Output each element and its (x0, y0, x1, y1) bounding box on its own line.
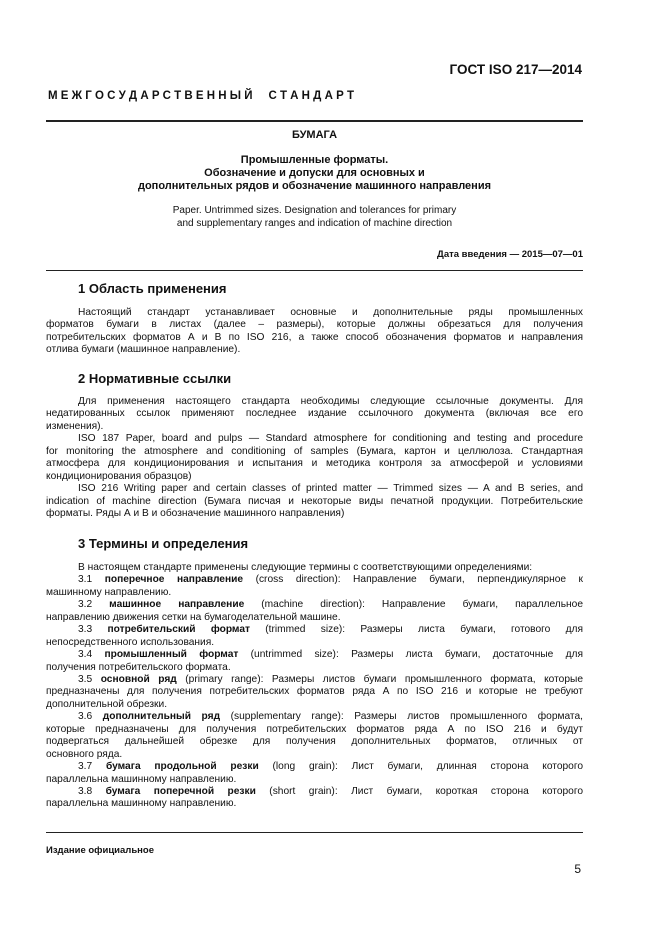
term-text: промышленный формат (104, 649, 239, 661)
english-title (46, 204, 583, 230)
text-span: 3.6 (78, 711, 103, 723)
text-line (46, 319, 583, 331)
text-line (46, 774, 583, 786)
text-line (46, 344, 583, 356)
interstate-standard-label: М Е Ж Г О С У Д А Р С Т В Е Н Н Ы Й С Т А Н Д А Р Т (48, 90, 354, 102)
term-text: потребительский формат (107, 624, 250, 636)
text-line (46, 798, 583, 810)
text-span: дополнительной обрезки. (46, 698, 168, 710)
text-line (46, 761, 583, 773)
text-span: отлива бумаги (машинное направление). (46, 344, 241, 356)
text-line (46, 736, 583, 748)
english-title-line: and supplementary ranges and indication of machine direction (176, 218, 453, 229)
text-line (46, 433, 583, 445)
text-line (46, 724, 583, 736)
text-line (46, 307, 583, 319)
text-line (46, 624, 583, 636)
text-span: параллельна машинному направлению. (46, 773, 237, 785)
text-span: (primary range): Размеры листов бумаги промышленного формата, которые (176, 674, 583, 686)
standard-code: ГОСТ ISO 217—2014 (449, 62, 582, 77)
text-span: параллельна машинному направлению. (46, 798, 237, 810)
text-span: подвергаться дальнейшей обрезке для получения дополнительных форматов, отличных от (46, 736, 583, 748)
page-number: 5 (574, 862, 581, 876)
text-span: ISO 216 Writing paper and certain classes of printed matter — Trimmed sizes — A and B series, and (78, 483, 583, 495)
text-span: получения потребительского формата. (46, 661, 231, 673)
text-span: (long grain): Лист бумаги, длинная сторона которого (258, 761, 583, 773)
text-line (46, 686, 583, 698)
subtitle-line: Обозначение и допуски для основных и (204, 167, 425, 179)
text-span: ISO 187 Paper, board and pulps — Standard atmosphere for conditioning and testing and procedure (78, 433, 583, 445)
text-line (46, 574, 583, 586)
text-line (46, 508, 583, 520)
text-line (46, 637, 583, 649)
text-span: 3.5 (78, 674, 101, 686)
text-line (46, 749, 583, 761)
term-text: бумага продольной резки (105, 761, 259, 773)
text-line (46, 662, 583, 674)
text-line (46, 396, 583, 408)
title-divider (46, 270, 583, 271)
text-span: Для применения настоящего стандарта необходимы следующие ссылочные документы. Для (78, 396, 583, 407)
text-span: кондиционирования образцов) (46, 470, 192, 482)
document-subtitle (46, 154, 583, 193)
text-line (46, 562, 583, 574)
text-span: предназначены для получения потребительских форматов ряда А по ISO 216 и которые не требуют (46, 686, 583, 698)
text-span: 3.1 (78, 574, 105, 586)
text-span: форматы. Ряды А и В и обозначение машинного направления) (46, 507, 345, 519)
term-text: машинное направление (109, 599, 245, 611)
text-span: основного ряда. (46, 748, 123, 760)
text-span: непосредственного использования. (46, 636, 215, 648)
text-span: indication of machine direction (Бумага писчая и некоторые виды печатной продукции. Потребительские (46, 495, 583, 507)
text-span: изменения). (46, 420, 104, 432)
text-span: (machine direction): Направление бумаги, параллельное (244, 599, 583, 611)
term-text: поперечное направление (104, 574, 244, 586)
term-text: дополнительный ряд (102, 711, 221, 723)
text-span: (untrimmed size): Размеры листа бумаги, достаточные для (238, 649, 583, 661)
text-span: (short grain): Лист бумаги, короткая сторона которого (255, 786, 583, 797)
introduction-date: Дата введения — 2015—07—01 (437, 249, 583, 260)
text-span: форматов бумаги в листах (далее – размеры), которые должны обрезаться для получения (46, 319, 583, 331)
term-text: бумага поперечной резки (105, 786, 256, 797)
text-span: машинному направлению. (46, 586, 172, 598)
section-1-body (46, 307, 583, 357)
section-3-heading: 3 Термины и определения (78, 536, 249, 551)
text-line (46, 674, 583, 686)
text-span: 3.8 (78, 786, 106, 797)
text-line (46, 408, 583, 420)
text-span: 3.7 (78, 761, 106, 773)
text-span: (supplementary range): Размеры листов промышленного формата, (220, 711, 583, 723)
text-line (46, 458, 583, 470)
section-2-heading: 2 Нормативные ссылки (78, 371, 232, 386)
term-text: основной ряд (100, 674, 177, 686)
text-span: атмосфера для кондиционирования и испытания и методика контроля за атмосферой и условиями (46, 458, 583, 470)
text-span: направлению движения сетки на бумагоделательной машине. (46, 611, 341, 623)
section-1-heading: 1 Область применения (78, 281, 227, 296)
text-span: потребительских форматов А и В по ISO 216, а также способ обозначения форматов и направления (46, 331, 583, 343)
english-title-line: Paper. Untrimmed sizes. Designation and tolerances for primary (172, 205, 457, 216)
subtitle-line: Промышленные форматы. (240, 154, 389, 166)
text-line (46, 649, 583, 661)
text-line (46, 483, 583, 495)
edition-note: Издание официальное (46, 845, 154, 856)
text-span: (trimmed size): Размеры листа бумаги, готового для (250, 624, 583, 636)
text-line (46, 587, 583, 599)
text-span: В настоящем стандарте применены следующие термины с соответствующими определениями: (78, 562, 533, 573)
text-line (46, 612, 583, 624)
text-span: 3.4 (78, 649, 105, 661)
text-span: 3.3 (78, 624, 108, 636)
subtitle-line: дополнительных рядов и обозначение машинного направления (137, 180, 491, 192)
text-line (46, 711, 583, 723)
text-span: недатированных ссылок применяют последнее издание ссылочного документа (включая все его (46, 408, 583, 420)
text-span: Настоящий стандарт устанавливает основные и дополнительные ряды промышленных (78, 307, 583, 318)
header-divider (46, 120, 583, 122)
text-span: которые предназначены для получения потребительских форматов ряда А по ISO 216 и будут (46, 723, 583, 735)
text-line (46, 496, 583, 508)
footer-divider (46, 832, 583, 833)
text-span: (cross direction): Направление бумаги, перпендикулярное к (243, 574, 583, 586)
section-2-body (46, 396, 583, 520)
text-line (46, 786, 583, 798)
text-line (46, 599, 583, 611)
text-span: for monitoring the atmosphere and conditioning of samples (Бумага, картон и целлюлоза. Стандартная (46, 445, 583, 457)
document-title: БУМАГА (291, 129, 338, 141)
text-line (46, 471, 583, 483)
text-line (46, 446, 583, 458)
text-line (46, 332, 583, 344)
section-3-body (46, 562, 583, 811)
text-line (46, 699, 583, 711)
text-span: 3.2 (78, 599, 110, 611)
text-line (46, 421, 583, 433)
